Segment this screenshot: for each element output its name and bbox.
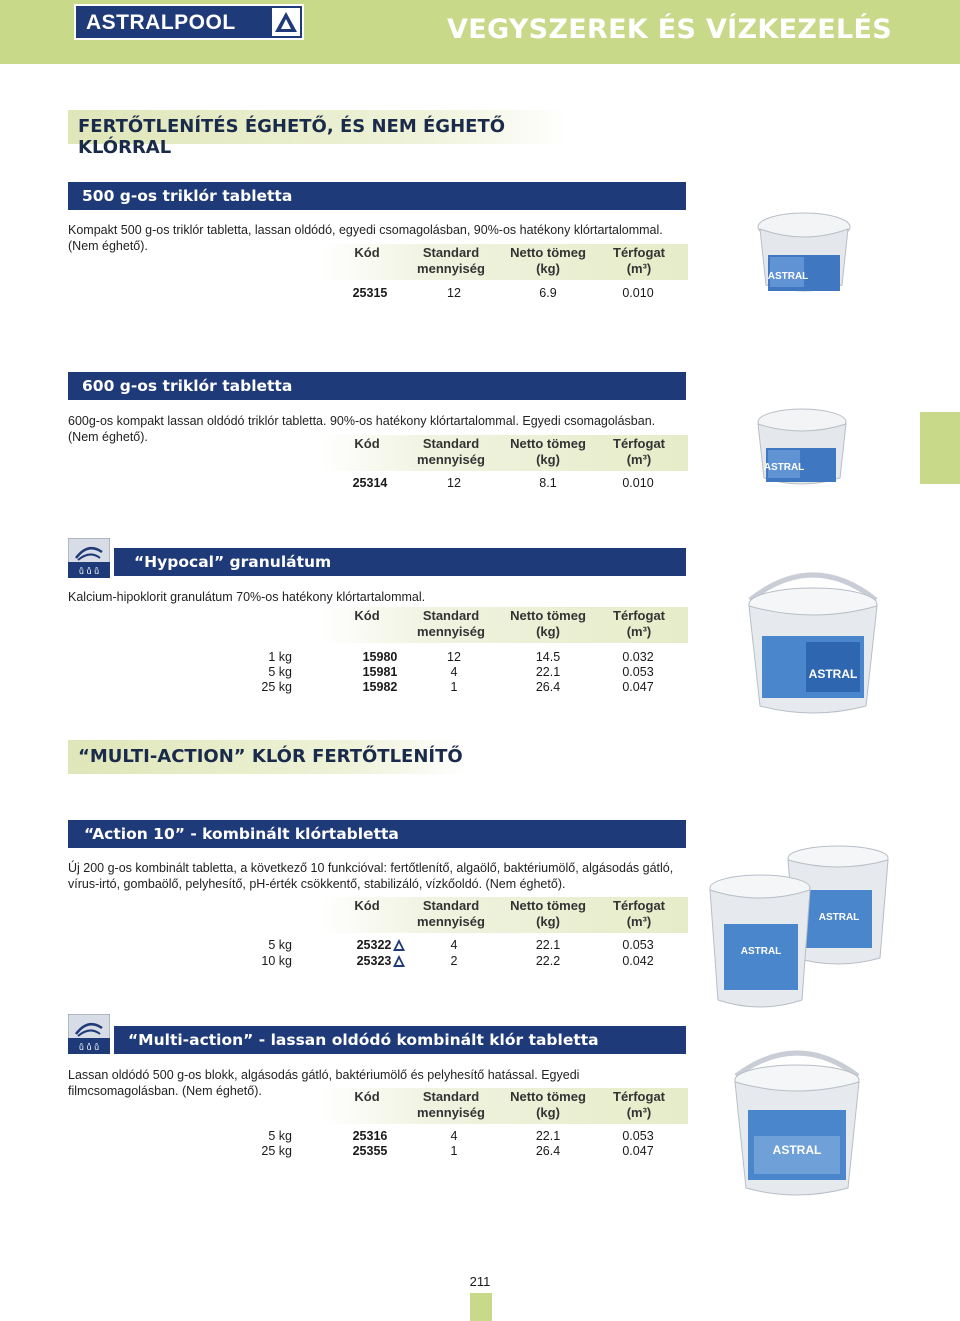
table-header bbox=[320, 1088, 688, 1124]
col-netto: Netto tömeg (kg) bbox=[510, 245, 586, 276]
svg-text:ů ů ů: ů ů ů bbox=[78, 567, 100, 576]
col-kod: Kód bbox=[354, 436, 380, 451]
product-description: Kompakt 500 g-os triklór tabletta, lassan oldódó, egyedi csomagolásban, 90%-os hatékony klórtartalommal. (Nem éghető). bbox=[68, 223, 663, 253]
svg-text:ASTRAL: ASTRAL bbox=[767, 271, 809, 282]
product-code: 15980 bbox=[362, 650, 398, 664]
col-standard: Standard mennyiség bbox=[417, 436, 485, 467]
product-code: 25315 bbox=[352, 286, 388, 300]
col-kod: Kód bbox=[354, 608, 380, 623]
svg-text:ASTRAL: ASTRAL bbox=[740, 946, 782, 957]
col-netto: Netto tömeg (kg) bbox=[510, 436, 586, 467]
svg-text:ASTRAL: ASTRAL bbox=[818, 912, 860, 923]
page-title: VEGYSZEREK ÉS VÍZKEZELÉS bbox=[447, 14, 892, 45]
product-bar: “Multi-action” - lassan oldódó kombinált klór tabletta bbox=[114, 1026, 686, 1054]
size: 5 kg bbox=[268, 1129, 292, 1143]
weight: 26.4 bbox=[535, 680, 561, 694]
weight: 14.5 bbox=[535, 650, 561, 664]
product-description: Lassan oldódó 500 g-os blokk, algásodás gátló, baktériumölő és pelyhesítő hatással. Egyedi filmcsomagolásban. (Nem éghető). bbox=[68, 1068, 580, 1098]
product-image-bucket bbox=[722, 1036, 872, 1202]
weight: 22.1 bbox=[535, 1129, 561, 1143]
quantity: 4 bbox=[450, 665, 458, 679]
col-netto: Netto tömeg (kg) bbox=[510, 1089, 586, 1120]
logo-triangle-icon bbox=[272, 8, 300, 36]
product-code: 25314 bbox=[352, 476, 388, 490]
col-netto: Netto tömeg (kg) bbox=[510, 898, 586, 929]
svg-text:ů ů ů: ů ů ů bbox=[78, 1043, 100, 1052]
weight: 6.9 bbox=[539, 286, 557, 300]
size: 5 kg bbox=[268, 665, 292, 679]
product-description: Kalcium-hipoklorit granulátum 70%-os hatékony klórtartalommal. bbox=[68, 590, 426, 604]
section-title: FERTŐTLENÍTÉS ÉGHETŐ, ÉS NEM ÉGHETŐ KLÓRRAL bbox=[68, 110, 568, 144]
product-code: 25316 bbox=[352, 1129, 388, 1143]
col-terfogat: Térfogat (m³) bbox=[613, 245, 665, 276]
product-code: 25355 bbox=[352, 1144, 388, 1158]
quantity: 4 bbox=[450, 938, 458, 952]
quantity: 12 bbox=[447, 650, 461, 664]
page-number-marker bbox=[470, 1293, 492, 1321]
col-terfogat: Térfogat (m³) bbox=[613, 1089, 665, 1120]
quantity: 12 bbox=[447, 286, 461, 300]
quantity: 12 bbox=[447, 476, 461, 490]
product-bar: 500 g-os triklór tabletta bbox=[68, 182, 686, 210]
svg-text:ASTRAL: ASTRAL bbox=[772, 1143, 822, 1157]
col-netto: Netto tömeg (kg) bbox=[510, 608, 586, 639]
quantity: 4 bbox=[450, 1129, 458, 1143]
col-terfogat: Térfogat (m³) bbox=[613, 898, 665, 929]
side-tab-marker bbox=[920, 412, 960, 484]
svg-text:ASTRAL: ASTRAL bbox=[808, 667, 858, 681]
size: 25 kg bbox=[261, 680, 292, 694]
product-code: 15981 bbox=[362, 665, 398, 679]
product-image-bucket bbox=[738, 560, 888, 720]
quality-seal-icon bbox=[68, 1014, 110, 1054]
product-bar: 600 g-os triklór tabletta bbox=[68, 372, 686, 400]
product-code: 25322 bbox=[356, 938, 392, 952]
brand-name: ASTRALPOOL bbox=[86, 11, 236, 34]
volume: 0.032 bbox=[622, 650, 654, 664]
size: 5 kg bbox=[268, 938, 292, 952]
weight: 8.1 bbox=[539, 476, 557, 490]
table-header bbox=[320, 897, 688, 933]
volume: 0.010 bbox=[622, 476, 654, 490]
weight: 22.1 bbox=[535, 938, 561, 952]
quantity: 1 bbox=[450, 680, 458, 694]
warning-triangle-icon bbox=[392, 954, 406, 968]
size: 1 kg bbox=[268, 650, 292, 664]
weight: 22.1 bbox=[535, 665, 561, 679]
svg-text:ASTRAL: ASTRAL bbox=[763, 462, 805, 473]
volume: 0.053 bbox=[622, 938, 654, 952]
product-image-buckets bbox=[706, 828, 892, 1018]
section-title: “MULTI-ACTION” KLÓR FERTŐTLENÍTŐ bbox=[68, 740, 468, 774]
volume: 0.053 bbox=[622, 1129, 654, 1143]
col-kod: Kód bbox=[354, 1089, 380, 1104]
col-standard: Standard mennyiség bbox=[417, 245, 485, 276]
col-standard: Standard mennyiség bbox=[417, 1089, 485, 1120]
product-description: Új 200 g-os kombinált tabletta, a következő 10 funkcióval: fertőtlenítő, algaölő, baktériumölő, algásodás gátló, vírus-irtó, gombaölő, pelyhesítő, pH-érték csökkentő, stabilizáló, vízkőoldó. (Nem éghető). bbox=[68, 861, 674, 891]
product-code: 15982 bbox=[362, 680, 398, 694]
product-image-tub bbox=[752, 402, 852, 488]
col-terfogat: Térfogat (m³) bbox=[613, 608, 665, 639]
volume: 0.053 bbox=[622, 665, 654, 679]
quality-seal-icon bbox=[68, 538, 110, 578]
page-number: 211 bbox=[469, 1274, 491, 1289]
col-terfogat: Térfogat (m³) bbox=[613, 436, 665, 467]
col-kod: Kód bbox=[354, 898, 380, 913]
weight: 22.2 bbox=[535, 954, 561, 968]
volume: 0.047 bbox=[622, 1144, 654, 1158]
warning-triangle-icon bbox=[392, 938, 406, 952]
size: 10 kg bbox=[261, 954, 292, 968]
weight: 26.4 bbox=[535, 1144, 561, 1158]
quantity: 2 bbox=[450, 954, 458, 968]
product-image-tub bbox=[752, 205, 856, 297]
product-code: 25323 bbox=[356, 954, 392, 968]
product-description: 600g-os kompakt lassan oldódó triklór tabletta. 90%-os hatékony klórtartalommal. Egyedi csomagolásban. (Nem éghető). bbox=[68, 414, 656, 444]
table-header bbox=[320, 435, 688, 471]
table-header bbox=[320, 244, 688, 280]
quantity: 1 bbox=[450, 1144, 458, 1158]
size: 25 kg bbox=[261, 1144, 292, 1158]
volume: 0.042 bbox=[622, 954, 654, 968]
col-standard: Standard mennyiség bbox=[417, 898, 485, 929]
table-header bbox=[320, 607, 688, 643]
astralpool-logo bbox=[74, 4, 304, 40]
volume: 0.010 bbox=[622, 286, 654, 300]
volume: 0.047 bbox=[622, 680, 654, 694]
product-bar: “Hypocal” granulátum bbox=[114, 548, 686, 576]
col-standard: Standard mennyiség bbox=[417, 608, 485, 639]
product-bar: “Action 10” - kombinált klórtabletta bbox=[68, 820, 686, 848]
page-header bbox=[0, 0, 960, 64]
col-kod: Kód bbox=[354, 245, 380, 260]
